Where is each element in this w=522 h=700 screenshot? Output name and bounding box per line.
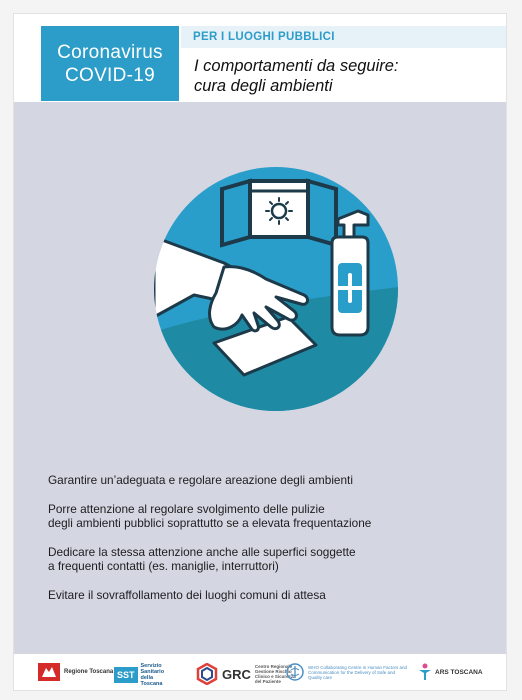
grc-logo: GRC Centro Regionale Gestione Rischio Clinico e Sicurezza del Paziente bbox=[196, 663, 297, 685]
guideline-line: Evitare il sovraffollamento dei luoghi comuni di attesa bbox=[48, 587, 326, 602]
poster-subtitle bbox=[194, 56, 494, 96]
ars-figure-icon bbox=[418, 663, 432, 681]
guideline-item bbox=[48, 473, 488, 488]
guideline-line: a frequenti contatti (es. maniglie, interruttori) bbox=[48, 559, 279, 573]
subtitle-line-1: I comportamenti da seguire: bbox=[194, 57, 399, 75]
covid-badge bbox=[41, 26, 179, 101]
ars-toscana-logo bbox=[418, 663, 483, 681]
footer-logos bbox=[14, 654, 506, 690]
poster-header bbox=[14, 14, 506, 102]
sst-logo: SST Servizio Sanitario della Toscana bbox=[114, 663, 171, 687]
who-logo: WHO Collaborating Centre in Human Factors and Communication for the Delivery of Safe and Quality care bbox=[286, 663, 408, 681]
badge-line-2: COVID-19 bbox=[64, 64, 156, 86]
guideline-line: Porre attenzione al regolare svolgimento delle pulizie bbox=[48, 501, 325, 516]
hand-cleaning-surface-with-spray-bottle-and-window-icon bbox=[154, 167, 398, 411]
grc-hexagon-icon bbox=[196, 663, 218, 685]
ars-mark: ARS TOSCANA bbox=[435, 668, 483, 676]
sst-mark: SST bbox=[114, 667, 138, 683]
guideline-item bbox=[48, 588, 488, 603]
poster bbox=[14, 14, 506, 690]
guideline-item bbox=[48, 502, 488, 531]
grc-mark: GRC bbox=[222, 666, 251, 682]
guideline-line: degli ambienti pubblici soprattutto se a elevata frequentazione bbox=[48, 516, 372, 530]
category-tag: PER I LUOGHI PUBBLICI bbox=[181, 26, 506, 48]
regione-toscana-emblem-icon bbox=[38, 663, 60, 681]
who-emblem-icon bbox=[286, 663, 304, 681]
guideline-line: Garantire un’adeguata e regolare areazione degli ambienti bbox=[48, 473, 353, 487]
guideline-line: Dedicare la stessa attenzione anche alle superfici soggette bbox=[48, 544, 356, 559]
window-icon bbox=[222, 181, 336, 245]
guideline-item bbox=[48, 545, 488, 574]
subtitle-line-2: cura degli ambienti bbox=[194, 77, 333, 95]
guidelines-list bbox=[48, 473, 488, 616]
regione-toscana-logo: Regione Toscana bbox=[38, 663, 113, 681]
badge-line-1: Coronavirus bbox=[57, 41, 163, 63]
